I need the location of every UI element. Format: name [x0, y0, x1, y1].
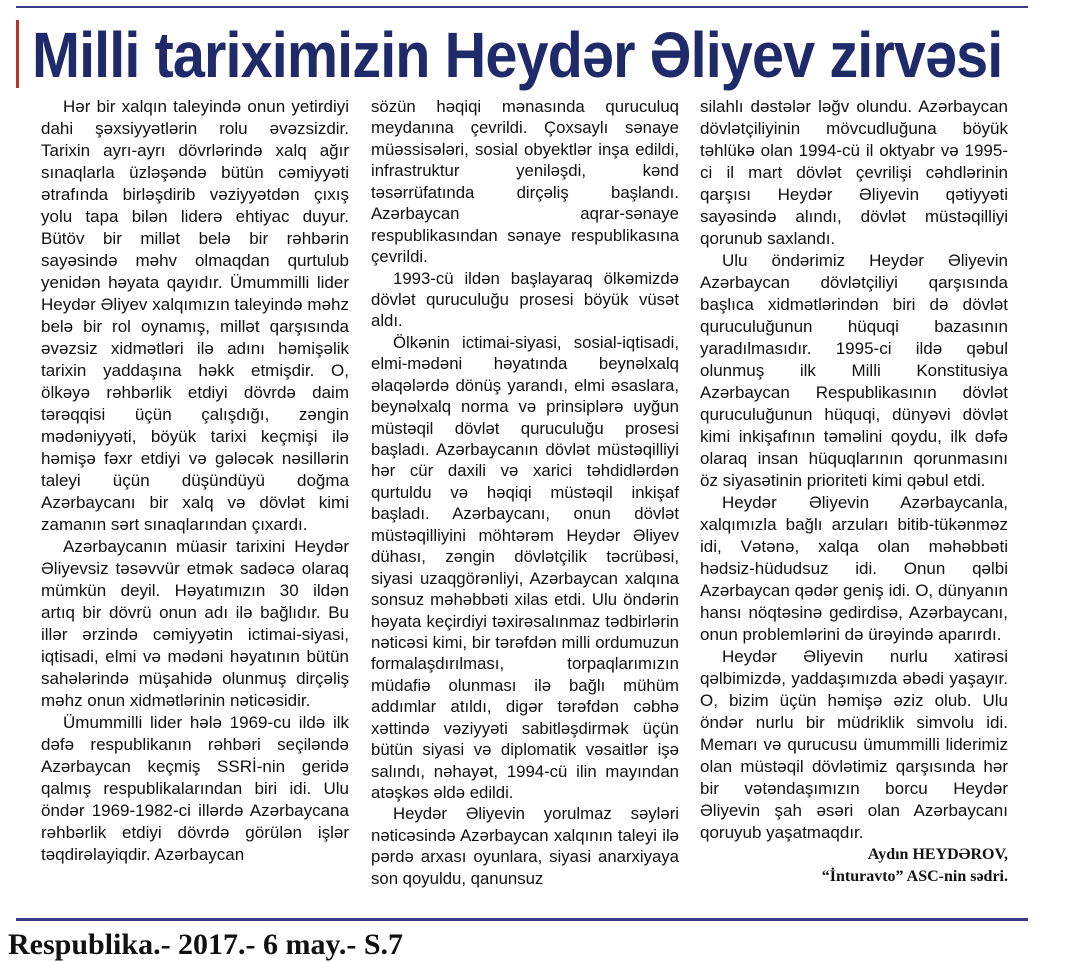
paragraph: Heydər Əliyevin Azərbaycanla, xalqımızla bağlı arzuları bitib-tükənməz idi, Vətənə, xalqa olan məhəbbəti hədsiz-hüdudsuz idi. Onun qəlbi Azərbaycan qədər geniş idi. O, dünyanın hansı nöqtəsinə gedirdisə, Azərbaycanı, onun problemlərini də ürəyində aparırdı.	[700, 493, 1008, 644]
bottom-rule	[16, 918, 1028, 921]
paragraph: Azərbaycanın müasir tarixini Heydər Əliyevsiz təsəvvür etmək sadəcə olaraq mümkün deyil. Həyatımızın 30 ildən artıq bir dövrü onun adı ilə bağlıdır. Bu illər ərzində cəmiyyətin ictimai-siyasi, iqtisadi, elmi və mədəni həyatının bütün sahələrində müşahidə olunmuş dirçəliş məhz onun xidmətlərinin nəticəsidir.	[41, 537, 349, 710]
column-3	[700, 96, 1008, 888]
article-title: Milli tariximizin Heydər Əliyev zirvəsi	[32, 19, 1003, 91]
column-2	[371, 96, 679, 889]
paragraph-continued: silahlı dəstələr ləğv olundu. Azərbaycan dövlətçiliyinin mövcudluğuna böyük təhlükə olan 1994-cü il oktyabr və 1995-ci il mart dövlət çevrilişi cəhdlərinin qarşısı Heydər Əliyevin qətiyyəti sayəsində alındı, dövlət müstəqilliyi qorunub saxlandı.	[700, 97, 1008, 248]
signature-author: Aydın HEYDƏROV,	[867, 846, 1008, 863]
paragraph: Hər bir xalqın taleyində onun yetirdiyi dahi şəxsiyyətlərin rolu əvəzsizdir. Tarixin ayrı-ayrı dövrlərində xalq ağır sınaqlarla üzləşəndə bütün cəmiyyəti ətrafında birləşdirib vəziyyətdən çıxış yolu tapa bilən liderə ehtiyac duyur. Bütöv bir millət belə bir rəhbərin sayəsində məhv olmaqdan qurtulub yenidən həyata qayıdır. Ümummilli lider Heydər Əliyev xalqımızın taleyində məhz belə bir rol oynamış, millət qarşısında əvəzsiz xidmətləri ilə adını həmişəlik tarixin yaddaşına həkk etmişdir. O, ölkəyə rəhbərlik etdiyi dövrdə daim tərəqqisi üçün çalışdığı, zəngin mədəniyyəti, böyük tarixi keçmişi ilə həmişə fəxr etdiyi və gələcək nəsillərin taleyi üçün düşündüyü doğma Azərbaycanı bir xalq və dövlət kimi zamanın sərt sınaqlarından çıxardı.	[41, 97, 349, 534]
signature-position: “İnturavto” ASC-nin sədri.	[821, 868, 1008, 885]
column-1	[41, 96, 349, 866]
paragraph-continued: sözün həqiqi mənasında quruculuq meydanına çevrildi. Çoxsaylı sənaye müəssisələri, sosial obyektlər inşa edildi, infrastruktur yeniləşdi, kənd təsərrüfatında dirçəliş başlandı. Azərbaycan aqrar-sənaye respublikasından sənaye respublikasına çevrildi.	[371, 97, 679, 267]
paragraph: Ölkənin ictimai-siyasi, sosial-iqtisadi, elmi-mədəni həyatında beynəlxalq əlaqələrdə dönüş yarandı, elmi əsaslara, beynəlxalq norma və prinsiplərə uyğun müstəqil dövlət quruculuğu prosesi başladı. Azərbaycanın dövlət müstəqilliyi hər cür daxili və xarici təhdidlərdən qurtuldu və həqiqi müstəqil inkişaf başladı. Azərbaycanı, onun dövlət müstəqilliyini möhtərəm Heydər Əliyev dühası, zəngin dövlətçilik təcrübəsi, siyasi uzaqgörənliyi, Azərbaycan xalqına sonsuz məhəbbəti xilas etdi. Ulu öndərin həyata keçirdiyi təxirəsalınmaz tədbirlərin nəticəsi kimi, bir tərəfdən milli ordumuzun formalaşdırılması, torpaqlarımızın müdafiə olunması ilə bağlı mühüm addımlar atıldı, digər tərəfdən cəbhə xəttində vəziyyəti sabitləşdirmək üçün bütün siyasi və diplomatik vəsaitlər işə salındı, nəhayət, 1994-cü ilin mayından atəşkəs əldə edildi.	[371, 332, 679, 802]
paragraph: Heydər Əliyevin nurlu xatirəsi qəlbimizdə, yaddaşımızda əbədi yaşayır. O, bizim üçün həmişə əziz olub. Ulu öndər nurlu bir müdriklik simvolu idi. Memarı və qurucusu ümummilli liderimiz olan müstəqil dövlətimiz qarşısında hər bir vətəndaşımızın borcu Heydər Əliyevin şah əsəri olan Azərbaycanı qoruyub yaşatmaqdır.	[700, 647, 1008, 842]
source-citation: Respublika.- 2017.- 6 may.- S.7	[8, 928, 404, 961]
top-rule	[16, 6, 1028, 8]
paragraph: Ümummilli lider hələ 1969-cu ildə ilk dəfə respublikanın rəhbəri seçiləndə Azərbaycan keçmiş SSRİ-nin geridə qalmış respublikalarından biri idi. Ulu öndər 1969-1982-ci illərdə Azərbaycana rəhbərlik etdiyi dövrdə görülən işlər təqdirəlayiqdir. Azərbaycan	[41, 713, 349, 864]
article	[16, 0, 1028, 924]
paragraph: 1993-cü ildən başlayaraq ölkəmizdə dövlət quruculuğu prosesi böyük vüsət aldı.	[371, 268, 679, 331]
paragraph: Ulu öndərimiz Heydər Əliyevin Azərbaycan dövlətçiliyi qarşısında başlıca xidmətlərindən biri də dövlət quruculuğunun hüquqi bazasının yaradılmasıdır. 1995-ci ildə qəbul olunmuş ilk Milli Konstitusiya Azərbaycan Respublikasının dövlət quruculuğunun hüquqi, dünyəvi dövlət kimi inkişafının təməlini qoydu, ilk dəfə olaraq insan hüquqlarının qorunmasını öz siyasətinin prioriteti kimi qəbul etdi.	[700, 251, 1008, 490]
paragraph: Heydər Əliyevin yorulmaz səyləri nəticəsində Azərbaycan xalqının taleyi ilə pərdə arxası oyunlara, siyasi anarxiyaya son qoyuldu, qanunsuz	[371, 804, 679, 888]
title-accent-bar	[16, 20, 19, 88]
